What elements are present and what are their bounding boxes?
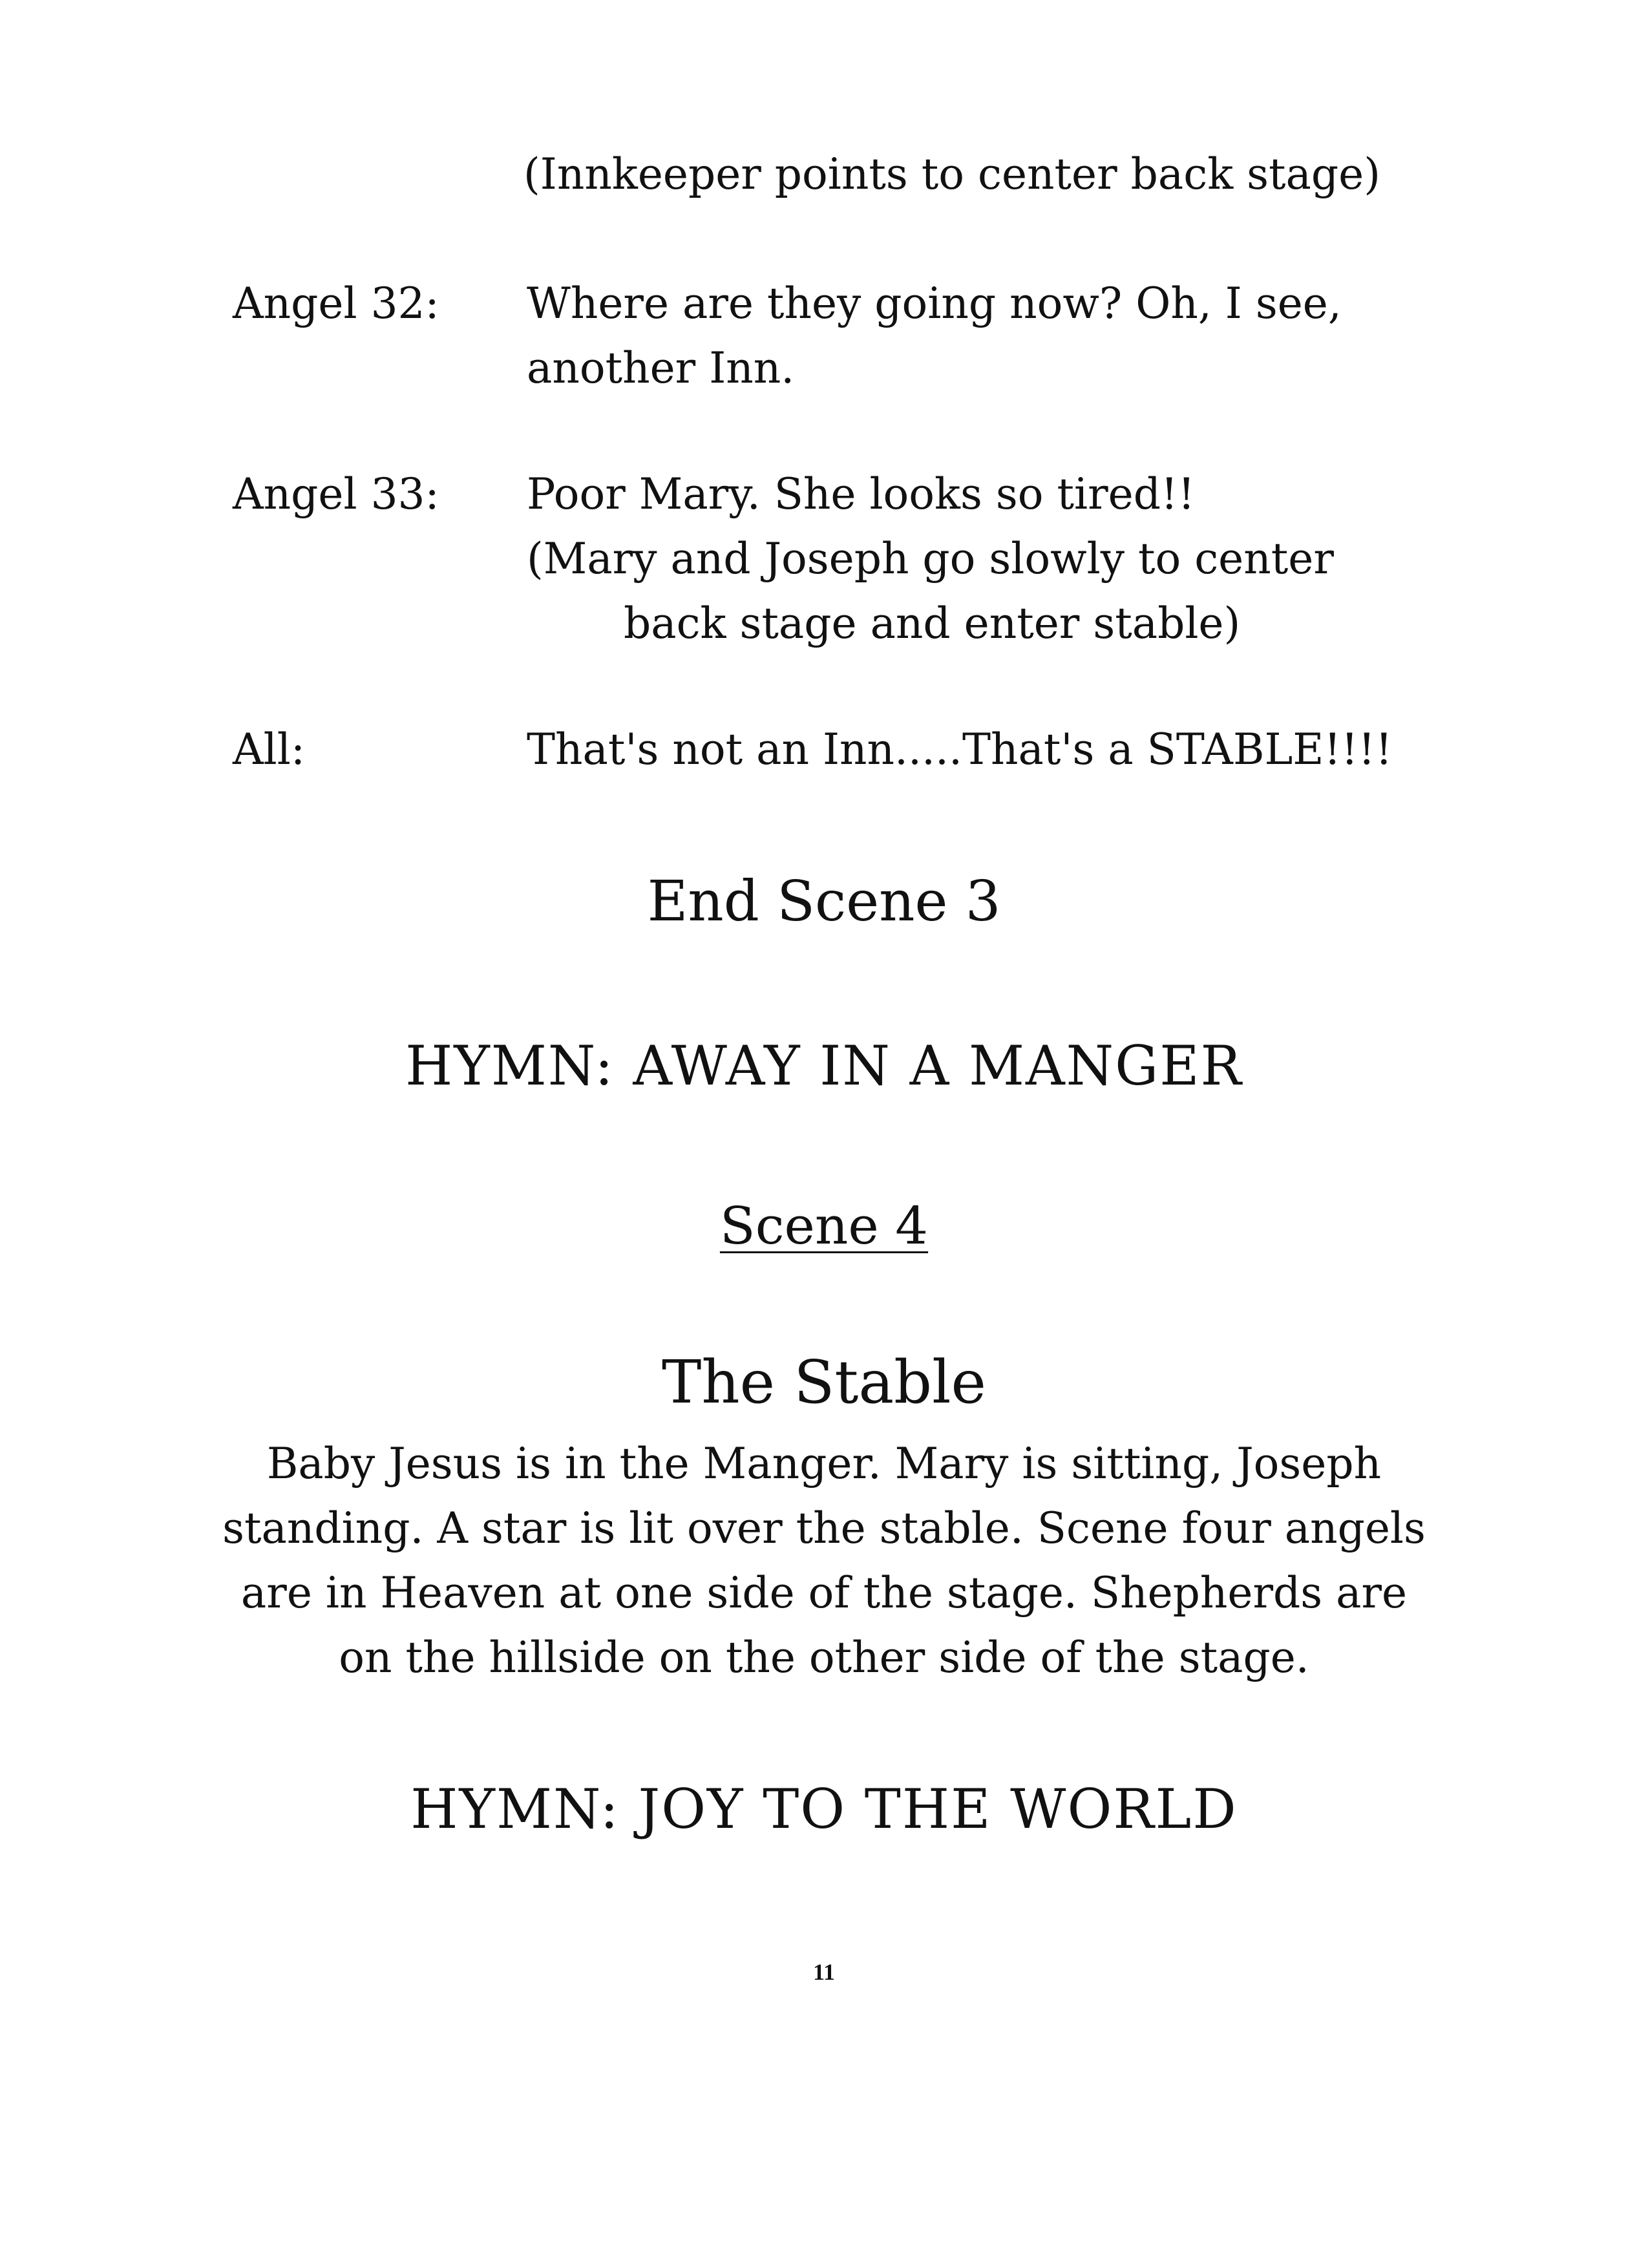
setting-description: Baby Jesus is in the Manger. Mary is sitting, Joseph standing. A star is lit over the stable. Scene four angels are in Heaven at one side of the stage. Shepherds are on the hillside on the other side of the stage. (222, 1439, 1426, 1682)
dialogue-line: That's not an Inn.....That's a STABLE!!!! (527, 725, 1393, 774)
end-scene-heading: End Scene 3 (647, 869, 1001, 934)
dialogue-line: Poor Mary. She looks so tired!! (527, 469, 1195, 519)
page-number: 11 (812, 1959, 835, 1985)
hymn-heading: HYMN: JOY TO THE WORLD (410, 1777, 1238, 1841)
dialogue-line: another Inn. (527, 343, 795, 393)
scene-title: Scene 4 (719, 1196, 929, 1256)
speaker-angel-32: Angel 32: (233, 279, 439, 328)
stage-direction-line: (Mary and Joseph go slowly to center (527, 534, 1334, 584)
dialogue-line: Where are they going now? Oh, I see, (527, 279, 1342, 328)
speaker-angel-33: Angel 33: (233, 469, 439, 519)
stage-direction-innkeeper: (Innkeeper points to center back stage) (523, 149, 1380, 199)
hymn-heading: HYMN: AWAY IN A MANGER (405, 1034, 1243, 1097)
speaker-all: All: (233, 725, 306, 774)
stage-direction-line: back stage and enter stable) (624, 599, 1241, 648)
setting-title: The Stable (662, 1348, 986, 1417)
